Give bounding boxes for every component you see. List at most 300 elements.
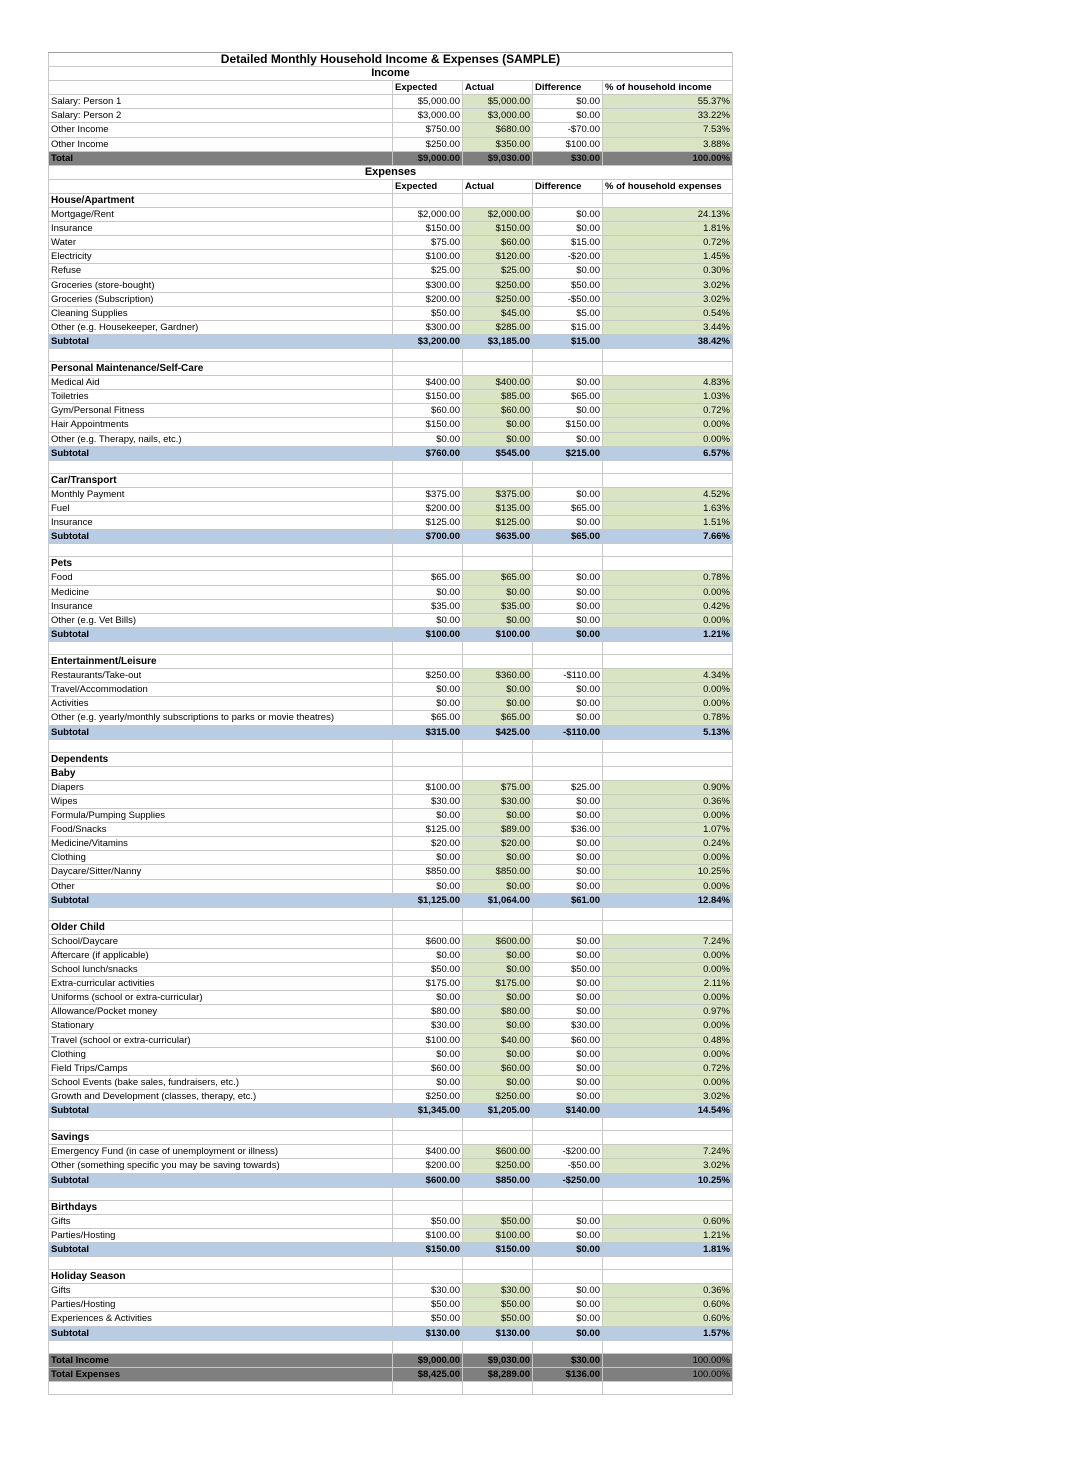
row-label[interactable]: School/Daycare	[49, 934, 393, 948]
percent-cell[interactable]: 0.72%	[603, 236, 733, 250]
row-label[interactable]: Insurance	[49, 222, 393, 236]
difference-cell[interactable]: $50.00	[533, 278, 603, 292]
percent-cell[interactable]: 38.42%	[603, 334, 733, 348]
expected-cell[interactable]: $175.00	[393, 977, 463, 991]
row-label[interactable]: Subtotal	[49, 1242, 393, 1256]
percent-cell[interactable]: 0.00%	[603, 851, 733, 865]
row-label[interactable]: Cleaning Supplies	[49, 306, 393, 320]
row-label[interactable]: Total	[49, 151, 393, 165]
actual-cell[interactable]: $250.00	[463, 278, 533, 292]
row-label[interactable]: Restaurants/Take-out	[49, 669, 393, 683]
row-label[interactable]	[49, 460, 393, 473]
expected-cell[interactable]: $35.00	[393, 599, 463, 613]
actual-cell[interactable]: $30.00	[463, 1284, 533, 1298]
expected-cell[interactable]: $250.00	[393, 137, 463, 151]
expected-cell[interactable]	[393, 739, 463, 752]
difference-cell[interactable]	[533, 641, 603, 654]
row-label[interactable]: Field Trips/Camps	[49, 1061, 393, 1075]
difference-cell[interactable]: $65.00	[533, 530, 603, 544]
percent-cell[interactable]: 100.00%	[603, 151, 733, 165]
difference-cell[interactable]: $0.00	[533, 865, 603, 879]
row-label[interactable]: Growth and Development (classes, therapy, etc.)	[49, 1089, 393, 1103]
actual-cell[interactable]: $175.00	[463, 977, 533, 991]
actual-cell[interactable]: $0.00	[463, 585, 533, 599]
actual-cell[interactable]: $850.00	[463, 1173, 533, 1187]
actual-cell[interactable]: $130.00	[463, 1326, 533, 1340]
percent-cell[interactable]	[603, 1381, 733, 1394]
percent-cell[interactable]: 10.25%	[603, 1173, 733, 1187]
row-label[interactable]: Medicine	[49, 585, 393, 599]
percent-cell[interactable]: 1.21%	[603, 627, 733, 641]
row-label[interactable]	[49, 179, 393, 193]
expected-cell[interactable]: $0.00	[393, 613, 463, 627]
actual-cell[interactable]	[463, 348, 533, 361]
difference-cell[interactable]: $0.00	[533, 1061, 603, 1075]
difference-cell[interactable]	[533, 1381, 603, 1394]
percent-cell[interactable]: 0.36%	[603, 794, 733, 808]
actual-cell[interactable]: $400.00	[463, 376, 533, 390]
expected-cell[interactable]: $50.00	[393, 1214, 463, 1228]
difference-cell[interactable]	[533, 920, 603, 934]
actual-cell[interactable]: $250.00	[463, 292, 533, 306]
expected-cell[interactable]: $315.00	[393, 725, 463, 739]
difference-cell[interactable]: -$70.00	[533, 123, 603, 137]
expected-cell[interactable]	[393, 752, 463, 766]
expected-cell[interactable]	[393, 473, 463, 487]
percent-cell[interactable]: 0.00%	[603, 949, 733, 963]
row-label[interactable]: Other Income	[49, 123, 393, 137]
row-label[interactable]	[49, 1381, 393, 1394]
expected-cell[interactable]	[393, 460, 463, 473]
difference-cell[interactable]: $215.00	[533, 446, 603, 460]
actual-cell[interactable]: $0.00	[463, 432, 533, 446]
expected-cell[interactable]: $200.00	[393, 292, 463, 306]
expected-cell[interactable]	[393, 907, 463, 920]
expected-cell[interactable]: $1,125.00	[393, 893, 463, 907]
expected-cell[interactable]: $65.00	[393, 571, 463, 585]
actual-cell[interactable]: $600.00	[463, 934, 533, 948]
expected-cell[interactable]: $9,000.00	[393, 151, 463, 165]
row-label[interactable]: Uniforms (school or extra-curricular)	[49, 991, 393, 1005]
difference-cell[interactable]: $0.00	[533, 809, 603, 823]
percent-cell[interactable]: 1.51%	[603, 516, 733, 530]
actual-cell[interactable]: $0.00	[463, 991, 533, 1005]
actual-cell[interactable]: $5,000.00	[463, 95, 533, 109]
row-label[interactable]: Water	[49, 236, 393, 250]
expected-cell[interactable]: $60.00	[393, 1061, 463, 1075]
row-label[interactable]: Other (e.g. yearly/monthly subscriptions to parks or movie theatres)	[49, 711, 393, 725]
actual-cell[interactable]: $1,205.00	[463, 1104, 533, 1118]
percent-cell[interactable]: 0.72%	[603, 1061, 733, 1075]
percent-cell[interactable]: 1.45%	[603, 250, 733, 264]
percent-cell[interactable]: 3.02%	[603, 1089, 733, 1103]
expected-cell[interactable]: $150.00	[393, 390, 463, 404]
percent-cell[interactable]	[603, 473, 733, 487]
row-label[interactable]: Gifts	[49, 1284, 393, 1298]
expected-cell[interactable]	[393, 1131, 463, 1145]
actual-cell[interactable]: $65.00	[463, 711, 533, 725]
category-heading[interactable]: Pets	[49, 557, 393, 571]
percent-cell[interactable]: 0.00%	[603, 418, 733, 432]
actual-cell[interactable]: $285.00	[463, 320, 533, 334]
difference-cell[interactable]: $0.00	[533, 879, 603, 893]
expected-cell[interactable]: $0.00	[393, 697, 463, 711]
actual-cell[interactable]: $65.00	[463, 571, 533, 585]
percent-cell[interactable]	[603, 752, 733, 766]
actual-cell[interactable]: $635.00	[463, 530, 533, 544]
row-label[interactable]: Subtotal	[49, 1326, 393, 1340]
difference-cell[interactable]: $0.00	[533, 404, 603, 418]
actual-cell[interactable]: $80.00	[463, 1005, 533, 1019]
actual-cell[interactable]: $60.00	[463, 1061, 533, 1075]
expected-cell[interactable]: $850.00	[393, 865, 463, 879]
row-label[interactable]: Travel/Accommodation	[49, 683, 393, 697]
expected-cell[interactable]	[393, 557, 463, 571]
expected-cell[interactable]: $30.00	[393, 1284, 463, 1298]
percent-cell[interactable]: 5.13%	[603, 725, 733, 739]
percent-cell[interactable]: 0.00%	[603, 697, 733, 711]
actual-cell[interactable]: $25.00	[463, 264, 533, 278]
difference-cell[interactable]: $0.00	[533, 683, 603, 697]
actual-cell[interactable]	[463, 1187, 533, 1200]
expected-cell[interactable]: $600.00	[393, 934, 463, 948]
column-header[interactable]: % of household income	[603, 81, 733, 95]
row-label[interactable]: Formula/Pumping Supplies	[49, 809, 393, 823]
row-label[interactable]	[49, 739, 393, 752]
category-heading[interactable]: Savings	[49, 1131, 393, 1145]
percent-cell[interactable]	[603, 1340, 733, 1353]
actual-cell[interactable]: $0.00	[463, 613, 533, 627]
row-label[interactable]: Clothing	[49, 1047, 393, 1061]
difference-cell[interactable]: $5.00	[533, 306, 603, 320]
expected-cell[interactable]: $30.00	[393, 794, 463, 808]
column-header[interactable]: Expected	[393, 81, 463, 95]
expected-cell[interactable]: $60.00	[393, 404, 463, 418]
expected-cell[interactable]	[393, 348, 463, 361]
row-label[interactable]: Subtotal	[49, 725, 393, 739]
row-label[interactable]: Salary: Person 1	[49, 95, 393, 109]
actual-cell[interactable]	[463, 907, 533, 920]
expected-cell[interactable]	[393, 1118, 463, 1131]
difference-cell[interactable]	[533, 1131, 603, 1145]
difference-cell[interactable]: $0.00	[533, 516, 603, 530]
actual-cell[interactable]	[463, 1131, 533, 1145]
actual-cell[interactable]: $85.00	[463, 390, 533, 404]
actual-cell[interactable]: $250.00	[463, 1089, 533, 1103]
difference-cell[interactable]: $100.00	[533, 137, 603, 151]
row-label[interactable]: Extra-curricular activities	[49, 977, 393, 991]
actual-cell[interactable]	[463, 752, 533, 766]
actual-cell[interactable]: $0.00	[463, 963, 533, 977]
actual-cell[interactable]: $50.00	[463, 1298, 533, 1312]
difference-cell[interactable]: -$50.00	[533, 1159, 603, 1173]
expected-cell[interactable]: $250.00	[393, 1089, 463, 1103]
percent-cell[interactable]: 55.37%	[603, 95, 733, 109]
row-label[interactable]: Other Income	[49, 137, 393, 151]
expected-cell[interactable]: $0.00	[393, 879, 463, 893]
difference-cell[interactable]: $30.00	[533, 1019, 603, 1033]
percent-cell[interactable]: 0.36%	[603, 1284, 733, 1298]
row-label[interactable]: Medicine/Vitamins	[49, 837, 393, 851]
difference-cell[interactable]: $0.00	[533, 1089, 603, 1103]
percent-cell[interactable]	[603, 907, 733, 920]
expected-cell[interactable]: $0.00	[393, 851, 463, 865]
actual-cell[interactable]: $3,000.00	[463, 109, 533, 123]
expected-cell[interactable]: $125.00	[393, 823, 463, 837]
difference-cell[interactable]: $0.00	[533, 627, 603, 641]
difference-cell[interactable]: $0.00	[533, 1284, 603, 1298]
row-label[interactable]	[49, 544, 393, 557]
difference-cell[interactable]	[533, 1187, 603, 1200]
row-label[interactable]: Groceries (store-bought)	[49, 278, 393, 292]
difference-cell[interactable]	[533, 348, 603, 361]
expected-cell[interactable]: $0.00	[393, 683, 463, 697]
percent-cell[interactable]: 0.00%	[603, 1019, 733, 1033]
actual-cell[interactable]	[463, 544, 533, 557]
actual-cell[interactable]: $40.00	[463, 1033, 533, 1047]
expected-cell[interactable]: $250.00	[393, 669, 463, 683]
category-heading[interactable]: House/Apartment	[49, 193, 393, 207]
actual-cell[interactable]: $850.00	[463, 865, 533, 879]
expected-cell[interactable]	[393, 193, 463, 207]
row-label[interactable]: Other (e.g. Housekeeper, Gardner)	[49, 320, 393, 334]
difference-cell[interactable]: $0.00	[533, 487, 603, 501]
column-header[interactable]: Difference	[533, 179, 603, 193]
category-heading[interactable]: Personal Maintenance/Self-Care	[49, 362, 393, 376]
expected-cell[interactable]: $100.00	[393, 250, 463, 264]
percent-cell[interactable]: 10.25%	[603, 865, 733, 879]
expected-cell[interactable]	[393, 1381, 463, 1394]
difference-cell[interactable]	[533, 766, 603, 780]
percent-cell[interactable]	[603, 641, 733, 654]
category-heading[interactable]: Older Child	[49, 920, 393, 934]
row-label[interactable]: Electricity	[49, 250, 393, 264]
percent-cell[interactable]: 0.60%	[603, 1214, 733, 1228]
percent-cell[interactable]	[603, 1257, 733, 1270]
expected-cell[interactable]: $0.00	[393, 991, 463, 1005]
difference-cell[interactable]	[533, 473, 603, 487]
difference-cell[interactable]: $15.00	[533, 320, 603, 334]
actual-cell[interactable]: $8,289.00	[463, 1367, 533, 1381]
percent-cell[interactable]: 0.78%	[603, 571, 733, 585]
row-label[interactable]: Salary: Person 2	[49, 109, 393, 123]
actual-cell[interactable]: $89.00	[463, 823, 533, 837]
percent-cell[interactable]: 14.54%	[603, 1104, 733, 1118]
column-header[interactable]: Actual	[463, 81, 533, 95]
row-label[interactable]: Gym/Personal Fitness	[49, 404, 393, 418]
actual-cell[interactable]: $0.00	[463, 879, 533, 893]
difference-cell[interactable]	[533, 362, 603, 376]
actual-cell[interactable]	[463, 1257, 533, 1270]
difference-cell[interactable]: $0.00	[533, 1298, 603, 1312]
row-label[interactable]	[49, 1257, 393, 1270]
expected-cell[interactable]: $0.00	[393, 809, 463, 823]
expected-cell[interactable]: $100.00	[393, 1033, 463, 1047]
difference-cell[interactable]: $50.00	[533, 963, 603, 977]
percent-cell[interactable]: 0.48%	[603, 1033, 733, 1047]
expected-cell[interactable]: $80.00	[393, 1005, 463, 1019]
expected-cell[interactable]: $0.00	[393, 432, 463, 446]
expected-cell[interactable]: $150.00	[393, 418, 463, 432]
actual-cell[interactable]: $9,030.00	[463, 1353, 533, 1367]
difference-cell[interactable]: $36.00	[533, 823, 603, 837]
actual-cell[interactable]	[463, 641, 533, 654]
actual-cell[interactable]: $60.00	[463, 404, 533, 418]
expected-cell[interactable]: $300.00	[393, 320, 463, 334]
difference-cell[interactable]: $0.00	[533, 1228, 603, 1242]
expected-cell[interactable]: $20.00	[393, 837, 463, 851]
actual-cell[interactable]: $350.00	[463, 137, 533, 151]
difference-cell[interactable]: $150.00	[533, 418, 603, 432]
expected-cell[interactable]: $200.00	[393, 1159, 463, 1173]
actual-cell[interactable]: $1,064.00	[463, 893, 533, 907]
difference-cell[interactable]: -$110.00	[533, 669, 603, 683]
difference-cell[interactable]	[533, 907, 603, 920]
row-label[interactable]: Subtotal	[49, 627, 393, 641]
percent-cell[interactable]: 1.63%	[603, 502, 733, 516]
percent-cell[interactable]: 3.02%	[603, 292, 733, 306]
percent-cell[interactable]: 6.57%	[603, 446, 733, 460]
difference-cell[interactable]	[533, 739, 603, 752]
row-label[interactable]	[49, 641, 393, 654]
percent-cell[interactable]	[603, 1187, 733, 1200]
difference-cell[interactable]: $0.00	[533, 697, 603, 711]
expected-cell[interactable]: $150.00	[393, 222, 463, 236]
percent-cell[interactable]	[603, 1200, 733, 1214]
category-heading[interactable]: Entertainment/Leisure	[49, 655, 393, 669]
column-header[interactable]: Actual	[463, 179, 533, 193]
percent-cell[interactable]: 0.00%	[603, 879, 733, 893]
percent-cell[interactable]: 4.52%	[603, 487, 733, 501]
percent-cell[interactable]: 12.84%	[603, 893, 733, 907]
expected-cell[interactable]: $100.00	[393, 780, 463, 794]
column-header[interactable]: Expected	[393, 179, 463, 193]
expected-cell[interactable]: $700.00	[393, 530, 463, 544]
actual-cell[interactable]	[463, 473, 533, 487]
actual-cell[interactable]: $45.00	[463, 306, 533, 320]
difference-cell[interactable]: $0.00	[533, 109, 603, 123]
percent-cell[interactable]: 3.02%	[603, 1159, 733, 1173]
percent-cell[interactable]: 7.66%	[603, 530, 733, 544]
actual-cell[interactable]: $0.00	[463, 1019, 533, 1033]
difference-cell[interactable]	[533, 557, 603, 571]
row-label[interactable]: Experiences & Activities	[49, 1312, 393, 1326]
expected-cell[interactable]: $65.00	[393, 711, 463, 725]
row-label[interactable]: School Events (bake sales, fundraisers, etc.)	[49, 1075, 393, 1089]
actual-cell[interactable]: $680.00	[463, 123, 533, 137]
percent-cell[interactable]: 2.11%	[603, 977, 733, 991]
percent-cell[interactable]: 0.97%	[603, 1005, 733, 1019]
row-label[interactable]: Subtotal	[49, 893, 393, 907]
difference-cell[interactable]	[533, 1340, 603, 1353]
expected-cell[interactable]: $750.00	[393, 123, 463, 137]
percent-cell[interactable]: 3.88%	[603, 137, 733, 151]
expected-cell[interactable]: $75.00	[393, 236, 463, 250]
difference-cell[interactable]	[533, 460, 603, 473]
percent-cell[interactable]: 3.44%	[603, 320, 733, 334]
actual-cell[interactable]: $0.00	[463, 697, 533, 711]
difference-cell[interactable]: $0.00	[533, 991, 603, 1005]
difference-cell[interactable]: -$110.00	[533, 725, 603, 739]
row-label[interactable]: Subtotal	[49, 446, 393, 460]
row-label[interactable]: Mortgage/Rent	[49, 208, 393, 222]
row-label[interactable]: Total Expenses	[49, 1367, 393, 1381]
difference-cell[interactable]: $0.00	[533, 208, 603, 222]
expected-cell[interactable]: $0.00	[393, 949, 463, 963]
row-label[interactable]: Activities	[49, 697, 393, 711]
row-label[interactable]: Insurance	[49, 516, 393, 530]
actual-cell[interactable]	[463, 655, 533, 669]
difference-cell[interactable]: $0.00	[533, 1312, 603, 1326]
actual-cell[interactable]: $120.00	[463, 250, 533, 264]
percent-cell[interactable]: 0.24%	[603, 837, 733, 851]
expected-cell[interactable]: $2,000.00	[393, 208, 463, 222]
expected-cell[interactable]: $0.00	[393, 1047, 463, 1061]
difference-cell[interactable]	[533, 193, 603, 207]
row-label[interactable]: Fuel	[49, 502, 393, 516]
row-label[interactable]: Aftercare (if applicable)	[49, 949, 393, 963]
percent-cell[interactable]	[603, 362, 733, 376]
percent-cell[interactable]: 7.24%	[603, 1145, 733, 1159]
actual-cell[interactable]: $375.00	[463, 487, 533, 501]
difference-cell[interactable]: $0.00	[533, 222, 603, 236]
row-label[interactable]: Wipes	[49, 794, 393, 808]
actual-cell[interactable]: $135.00	[463, 502, 533, 516]
row-label[interactable]: Groceries (Subscription)	[49, 292, 393, 306]
difference-cell[interactable]: $136.00	[533, 1367, 603, 1381]
percent-cell[interactable]: 33.22%	[603, 109, 733, 123]
row-label[interactable]: Diapers	[49, 780, 393, 794]
difference-cell[interactable]: $140.00	[533, 1104, 603, 1118]
percent-cell[interactable]: 0.78%	[603, 711, 733, 725]
difference-cell[interactable]: -$200.00	[533, 1145, 603, 1159]
percent-cell[interactable]: 0.00%	[603, 432, 733, 446]
difference-cell[interactable]: -$250.00	[533, 1173, 603, 1187]
difference-cell[interactable]: $0.00	[533, 1005, 603, 1019]
difference-cell[interactable]: $25.00	[533, 780, 603, 794]
actual-cell[interactable]: $600.00	[463, 1145, 533, 1159]
expected-cell[interactable]	[393, 920, 463, 934]
expected-cell[interactable]: $400.00	[393, 1145, 463, 1159]
percent-cell[interactable]	[603, 557, 733, 571]
expected-cell[interactable]	[393, 1257, 463, 1270]
row-label[interactable]: Hair Appointments	[49, 418, 393, 432]
difference-cell[interactable]: $0.00	[533, 599, 603, 613]
percent-cell[interactable]	[603, 739, 733, 752]
expected-cell[interactable]	[393, 1200, 463, 1214]
row-label[interactable]: Other (e.g. Therapy, nails, etc.)	[49, 432, 393, 446]
expected-cell[interactable]: $400.00	[393, 376, 463, 390]
actual-cell[interactable]: $0.00	[463, 1075, 533, 1089]
row-label[interactable]: Food	[49, 571, 393, 585]
expected-cell[interactable]: $0.00	[393, 585, 463, 599]
percent-cell[interactable]	[603, 544, 733, 557]
expected-cell[interactable]: $100.00	[393, 1228, 463, 1242]
percent-cell[interactable]: 100.00%	[603, 1353, 733, 1367]
percent-cell[interactable]: 0.54%	[603, 306, 733, 320]
expected-cell[interactable]: $8,425.00	[393, 1367, 463, 1381]
difference-cell[interactable]: $0.00	[533, 711, 603, 725]
expected-cell[interactable]	[393, 655, 463, 669]
expected-cell[interactable]: $375.00	[393, 487, 463, 501]
row-label[interactable]: Monthly Payment	[49, 487, 393, 501]
actual-cell[interactable]: $30.00	[463, 794, 533, 808]
actual-cell[interactable]: $250.00	[463, 1159, 533, 1173]
column-header[interactable]: % of household expenses	[603, 179, 733, 193]
expected-cell[interactable]: $25.00	[393, 264, 463, 278]
row-label[interactable]: Insurance	[49, 599, 393, 613]
row-label[interactable]: Refuse	[49, 264, 393, 278]
